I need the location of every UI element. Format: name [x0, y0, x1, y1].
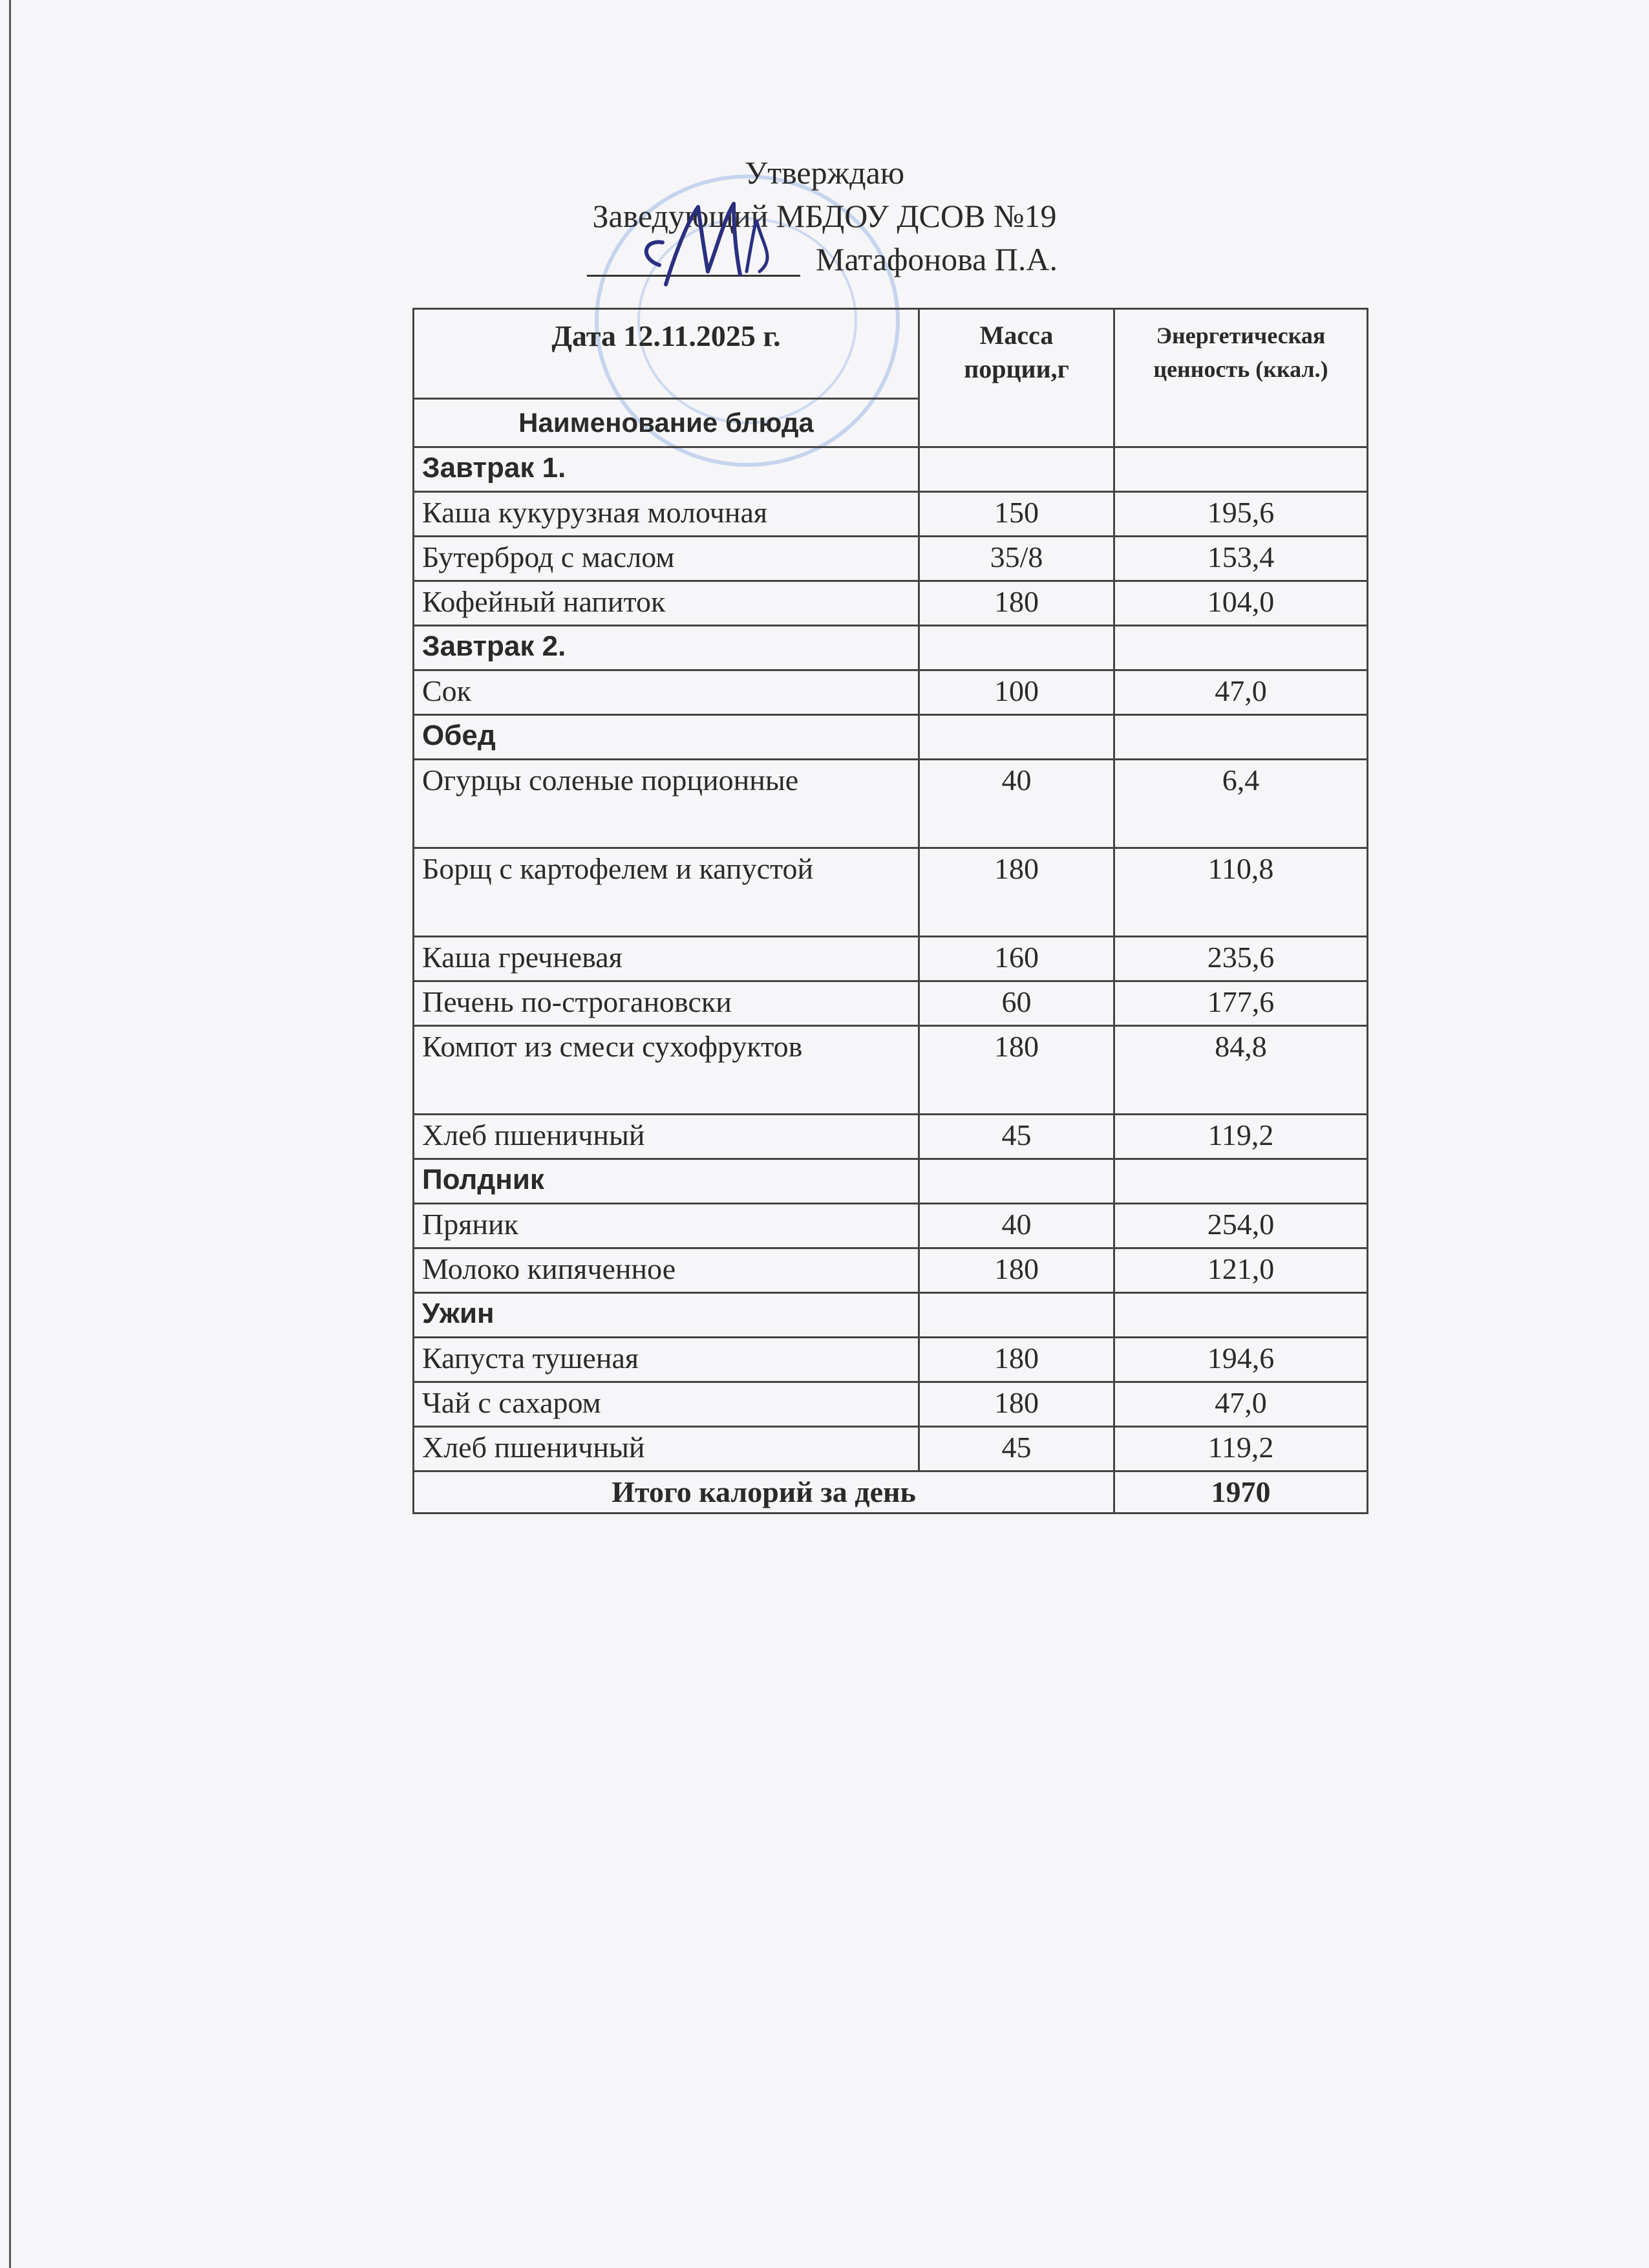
table-row	[414, 1115, 1368, 1159]
section-row	[414, 447, 1368, 492]
energy-value: 110,8	[1114, 848, 1368, 937]
dish-name: Чай с сахаром	[414, 1382, 919, 1427]
portion-mass: 40	[919, 760, 1114, 848]
table-row	[414, 581, 1368, 626]
dish-name: Бутерброд с маслом	[414, 537, 919, 581]
page-edge	[9, 0, 11, 2268]
portion-mass	[919, 715, 1114, 760]
table-row	[414, 760, 1368, 848]
total-label: Итого калорий за день	[414, 1471, 1114, 1514]
portion-mass: 160	[919, 937, 1114, 981]
energy-value	[1114, 1159, 1368, 1204]
date-header: Дата 12.11.2025 г.	[414, 309, 919, 399]
energy-value: 47,0	[1114, 1382, 1368, 1427]
portion-mass: 180	[919, 1338, 1114, 1382]
dish-name: Кофейный напиток	[414, 581, 919, 626]
table-row	[414, 1248, 1368, 1293]
portion-mass: 180	[919, 581, 1114, 626]
dish-name: Молоко кипяченное	[414, 1248, 919, 1293]
dish-name: Каша гречневая	[414, 937, 919, 981]
dish-name: Печень по-строгановски	[414, 981, 919, 1026]
energy-value: 121,0	[1114, 1248, 1368, 1293]
portion-mass	[919, 1293, 1114, 1338]
mass-header: Масса порции,г	[919, 309, 1114, 447]
portion-mass	[919, 447, 1114, 492]
portion-mass: 180	[919, 1248, 1114, 1293]
energy-value	[1114, 1293, 1368, 1338]
total-row	[414, 1471, 1368, 1514]
section-row	[414, 626, 1368, 670]
energy-value: 195,6	[1114, 492, 1368, 537]
table-row	[414, 1204, 1368, 1248]
approval-position: Заведующий МБДОУ ДСОВ №19	[592, 198, 1057, 234]
section-title: Завтрак 2.	[414, 626, 919, 670]
energy-value: 47,0	[1114, 670, 1368, 715]
dish-name: Огурцы соленые порционные	[414, 760, 919, 848]
menu-table	[412, 308, 1368, 1514]
table-row	[414, 492, 1368, 537]
approval-title: Утверждаю	[744, 155, 905, 191]
dish-name: Каша кукурузная молочная	[414, 492, 919, 537]
table-row	[414, 1338, 1368, 1382]
dish-name: Борщ с картофелем и капустой	[414, 848, 919, 937]
energy-value: 235,6	[1114, 937, 1368, 981]
portion-mass: 40	[919, 1204, 1114, 1248]
portion-mass: 35/8	[919, 537, 1114, 581]
table-row	[414, 1026, 1368, 1115]
portion-mass: 180	[919, 1026, 1114, 1115]
section-title: Ужин	[414, 1293, 919, 1338]
portion-mass: 180	[919, 848, 1114, 937]
portion-mass: 150	[919, 492, 1114, 537]
table-row	[414, 1427, 1368, 1471]
dish-name: Хлеб пшеничный	[414, 1115, 919, 1159]
table-row	[414, 981, 1368, 1026]
portion-mass: 100	[919, 670, 1114, 715]
section-row	[414, 1159, 1368, 1204]
portion-mass: 45	[919, 1115, 1114, 1159]
handwritten-signature	[627, 194, 795, 291]
signatory-name: Матафонова П.А.	[816, 241, 1058, 277]
energy-value: 254,0	[1114, 1204, 1368, 1248]
energy-value	[1114, 715, 1368, 760]
section-title: Полдник	[414, 1159, 919, 1204]
table-row	[414, 537, 1368, 581]
energy-value: 104,0	[1114, 581, 1368, 626]
energy-value: 119,2	[1114, 1115, 1368, 1159]
dish-name: Компот из смеси сухофруктов	[414, 1026, 919, 1115]
dish-name: Сок	[414, 670, 919, 715]
energy-value: 6,4	[1114, 760, 1368, 848]
portion-mass: 60	[919, 981, 1114, 1026]
energy-value	[1114, 626, 1368, 670]
dish-name-header: Наименование блюда	[414, 399, 919, 447]
portion-mass: 45	[919, 1427, 1114, 1471]
portion-mass: 180	[919, 1382, 1114, 1427]
section-title: Завтрак 1.	[414, 447, 919, 492]
energy-value: 119,2	[1114, 1427, 1368, 1471]
energy-value: 153,4	[1114, 537, 1368, 581]
energy-header: Энергетическая ценность (ккал.)	[1114, 309, 1368, 447]
dish-name: Пряник	[414, 1204, 919, 1248]
dish-name: Капуста тушеная	[414, 1338, 919, 1382]
energy-value: 177,6	[1114, 981, 1368, 1026]
energy-value: 84,8	[1114, 1026, 1368, 1115]
table-row	[414, 1382, 1368, 1427]
energy-value	[1114, 447, 1368, 492]
table-row	[414, 937, 1368, 981]
portion-mass	[919, 1159, 1114, 1204]
dish-name: Хлеб пшеничный	[414, 1427, 919, 1471]
table-row	[414, 670, 1368, 715]
section-row	[414, 715, 1368, 760]
portion-mass	[919, 626, 1114, 670]
table-row	[414, 848, 1368, 937]
section-row	[414, 1293, 1368, 1338]
section-title: Обед	[414, 715, 919, 760]
total-value: 1970	[1114, 1471, 1368, 1514]
energy-value: 194,6	[1114, 1338, 1368, 1382]
